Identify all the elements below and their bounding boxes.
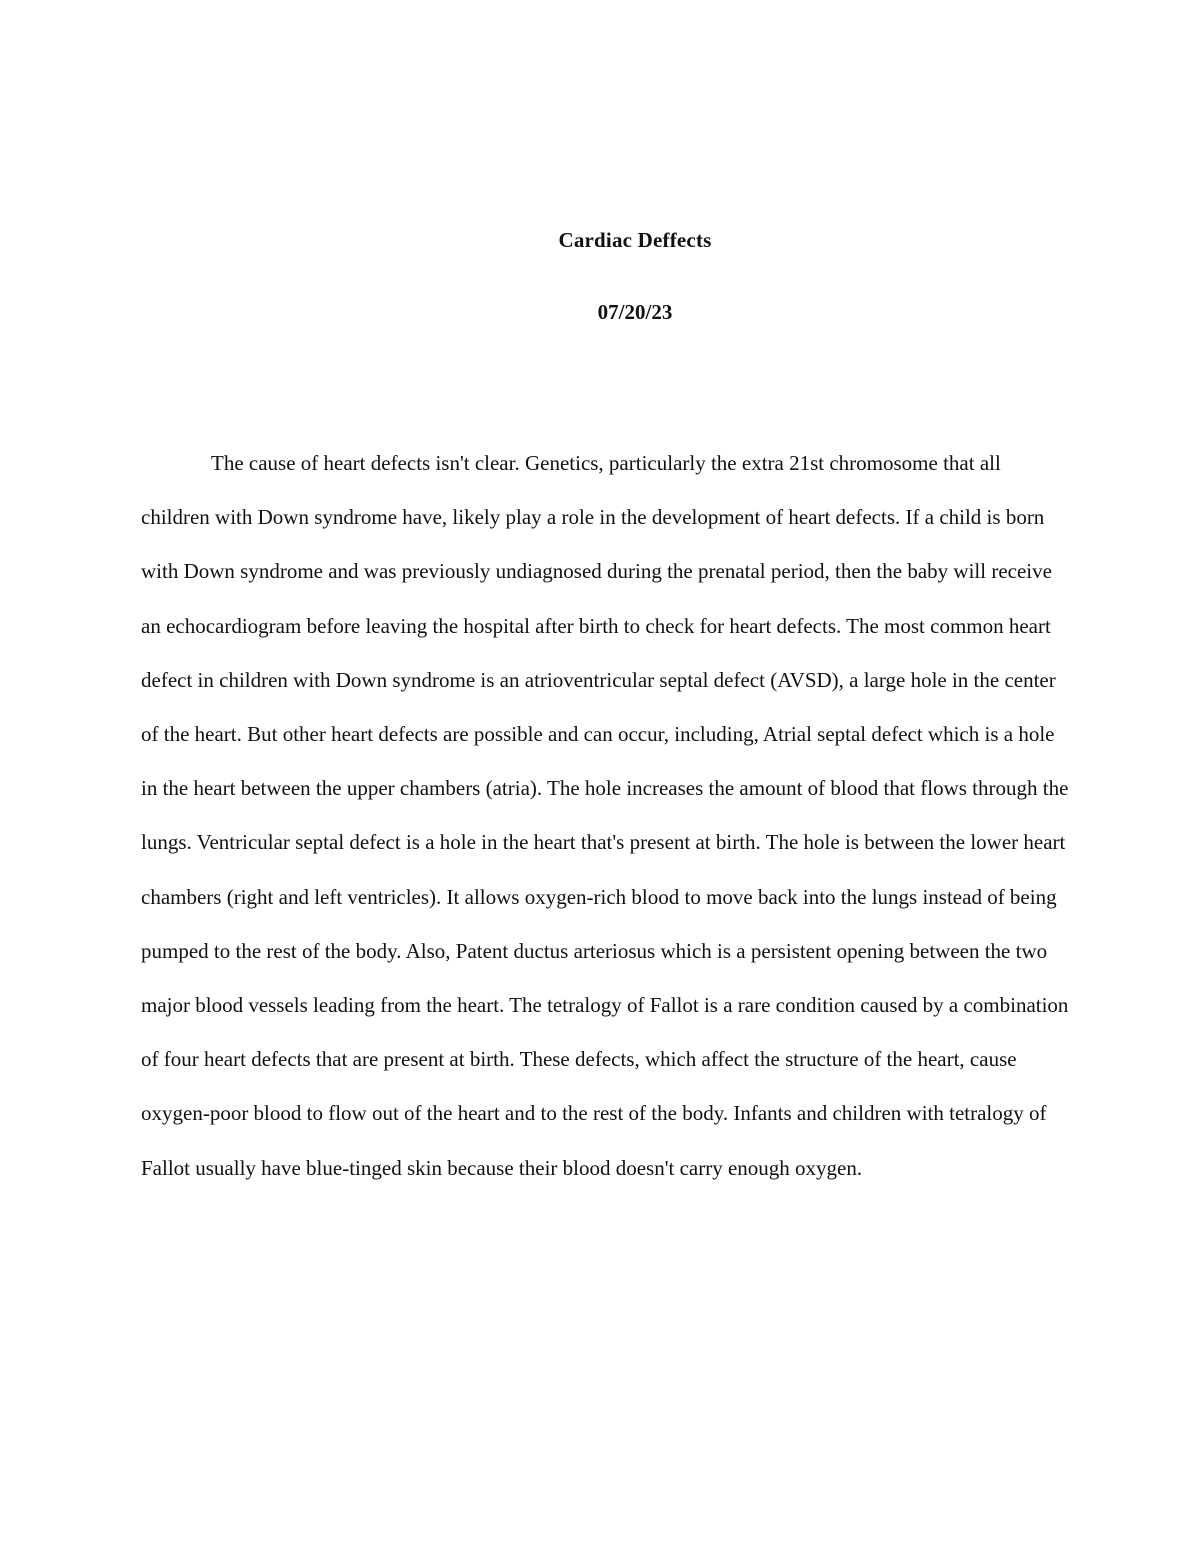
document-title: Cardiac Deffects — [558, 228, 712, 252]
document-date: 07/20/23 — [597, 300, 673, 324]
body-paragraph: The cause of heart defects isn't clear. Genetics, particularly the extra 21st chromosome that all children with Down syndrome have, likely play a role in the development of heart defects. If a child is born with Down syndrome and was previously undiagnosed during the prenatal period, then the baby will receive an echocardiogram before leaving the hospital after birth to check for heart defects. The most common heart defect in children with Down syndrome is an atrioventricular septal defect (AVSD), a large hole in the center of the heart. But other heart defects are possible and can occur, including, Atrial septal defect which is a hole in the heart between the upper chambers (atria). The hole increases the amount of blood that flows through the lungs. Ventricular septal defect is a hole in the heart that's present at birth. The hole is between the lower heart chambers (right and left ventricles). It allows oxygen-rich blood to move back into the lungs instead of being pumped to the rest of the body. Also, Patent ductus arteriosus which is a persistent opening between the two major blood vessels leading from the heart. The tetralogy of Fallot is a rare condition caused by a combination of four heart defects that are present at birth. These defects, which affect the structure of the heart, cause oxygen-poor blood to flow out of the heart and to the rest of the body. Infants and children with tetralogy of Fallot usually have blue-tinged skin because their blood doesn't carry enough oxygen. — [141, 451, 1069, 1180]
